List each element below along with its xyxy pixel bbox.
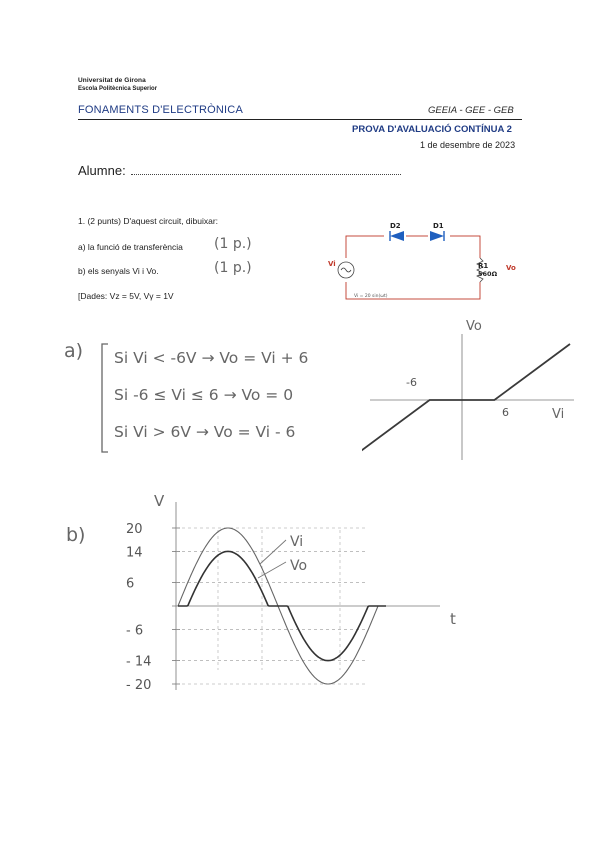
sig-y-tick-label: 6 (126, 576, 135, 592)
transfer-function-chart (362, 312, 582, 462)
r1-value: 560Ω (478, 270, 498, 278)
course-title: FONAMENTS D'ELECTRÒNICA (78, 104, 243, 116)
diode-d2 (384, 231, 406, 241)
answer-b-label: b) (66, 524, 86, 546)
degrees: GEEIA - GEE - GEB (428, 105, 514, 116)
school-name: Escola Politècnica Superior (78, 86, 158, 92)
sig-y-tick-label: - 14 (126, 654, 152, 670)
diode-d1 (428, 231, 450, 241)
question-part-a: a) la funció de transferència (78, 242, 183, 252)
tf-tick-label-neg6: -6 (406, 376, 417, 389)
tf-x-label: Vi (552, 407, 565, 422)
answer-a-label: a) (64, 340, 84, 362)
tf-tick-label-6: 6 (502, 406, 509, 419)
circuit-wires (346, 236, 480, 299)
sig-y-tick-label: 14 (126, 545, 143, 561)
university-name: Universitat de Girona (78, 77, 146, 84)
student-label: Alumne: (78, 163, 126, 178)
tf-y-label: Vo (466, 319, 482, 334)
output-label: Vo (506, 264, 516, 272)
sig-x-label: t (450, 610, 456, 628)
answer-a-case-2: Si -6 ≤ Vi ≤ 6 → Vo = 0 (114, 386, 294, 404)
part-a-points: (1 p.) (214, 236, 252, 252)
sig-y-label: V (154, 492, 165, 510)
answer-a-bracket (98, 342, 110, 454)
sig-y-tick-label: - 20 (126, 678, 152, 690)
vi-pointer (260, 540, 286, 564)
question-title: 1. (2 punts) D'aquest circuit, dibuixar: (78, 216, 219, 226)
student-name-line (131, 174, 401, 175)
voltage-source (338, 258, 354, 282)
question-part-b: b) els senyals Vi i Vo. (78, 266, 159, 276)
part-b-points: (1 p.) (214, 260, 252, 276)
answer-a-case-1: Si Vi < -6V → Vo = Vi + 6 (114, 349, 309, 367)
circuit-diagram (320, 212, 520, 307)
source-note: Vi = 20 sin(ωt) (354, 294, 388, 299)
source-label: Vi (328, 260, 336, 268)
exam-date: 1 de desembre de 2023 (420, 140, 516, 150)
sig-y-tick-label: 20 (126, 522, 143, 537)
d1-label: D1 (433, 222, 444, 230)
question-data: [Dades: Vz = 5V, Vγ = 1V (78, 291, 174, 301)
d2-label: D2 (390, 222, 401, 230)
vo-series-label: Vo (290, 558, 308, 574)
header-divider (78, 119, 522, 120)
exam-title: PROVA D'AVALUACIÓ CONTÍNUA 2 (352, 124, 512, 135)
r1-label: R1 (478, 262, 489, 270)
vi-series-label: Vi (290, 534, 304, 550)
sig-y-tick-label: - 6 (126, 623, 144, 639)
signals-chart (110, 490, 470, 690)
answer-a-case-3: Si Vi > 6V → Vo = Vi - 6 (114, 423, 296, 441)
